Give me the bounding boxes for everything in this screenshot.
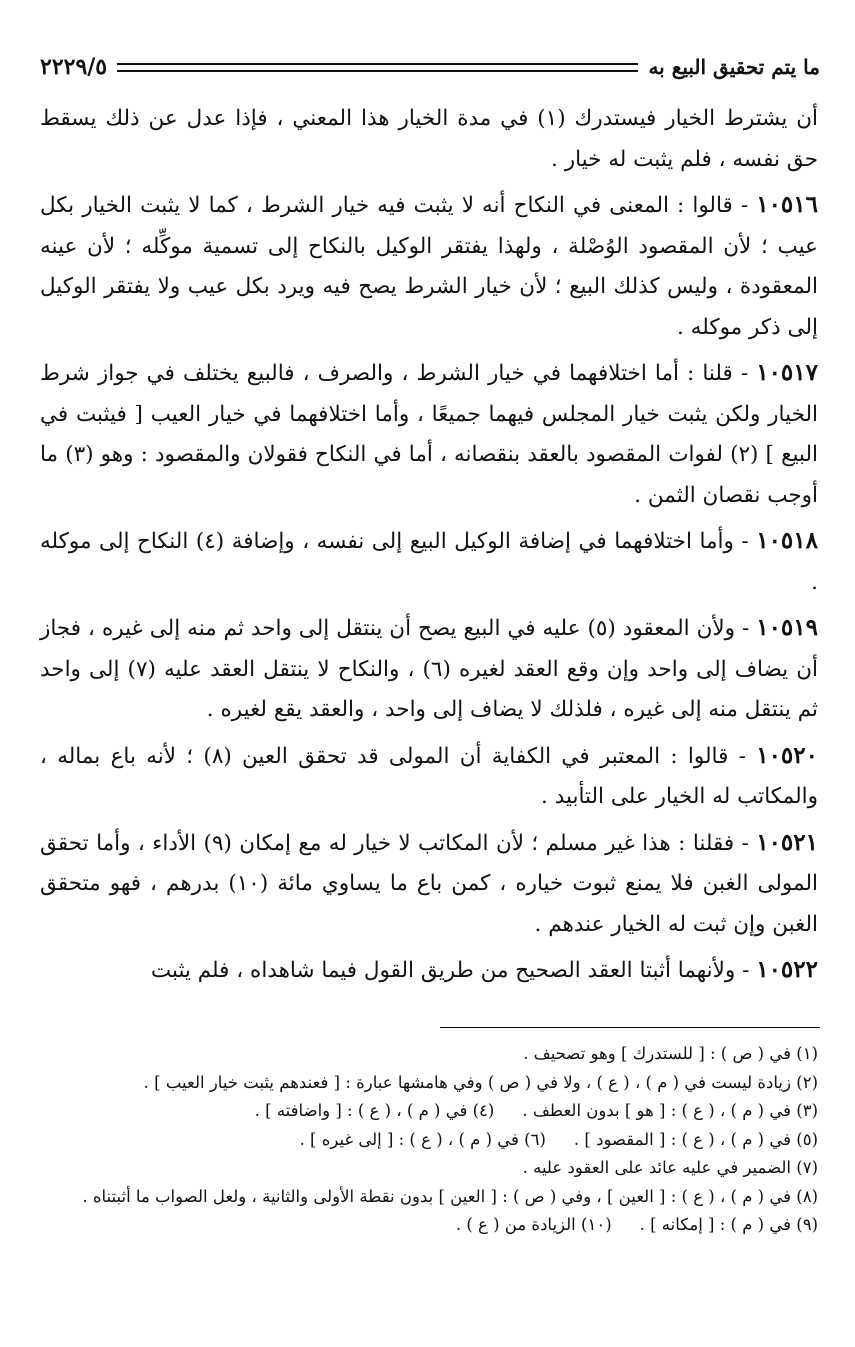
footnote: (٣) في ( م ) ، ( ع ) : [ هو ] بدون العطف .: [522, 1101, 818, 1120]
footnote: (١) في ( ص ) : [ للستدرك ] وهو تصحيف .: [523, 1044, 818, 1063]
paragraph-number: ١٠٥١٩: [756, 614, 818, 641]
paragraph-text: - قالوا : المعنى في النكاح أنه لا يثبت فيه خيار الشرط ، كما لا يثبت الخيار بكل عيب ؛ لأن المقصود الوُصْلة ، ولهذا يفتقر الوكيل بالنكاح إلى تسمية موكِّله ؛ لأن عينه المعقودة ، وليس كذلك البيع ؛ لأن خيار الشرط يصح فيه ويرد بكل عيب ولا يفتقر الوكيل إلى ذكر موكله .: [40, 193, 818, 340]
paragraph-text: - وأما اختلافهما في إضافة الوكيل البيع إلى نفسه ، وإضافة (٤) النكاح إلى موكله .: [40, 529, 818, 595]
footnote: (٢) زيادة ليست في ( م ) ، ( ع ) ، ولا في ( ص ) وفي هامشها عبارة : [ فعندهم يثبت خيار العيب ] .: [143, 1072, 818, 1092]
footnote: (٧) الضمير في عليه عائد على العقود عليه .: [522, 1158, 818, 1177]
footnote: (٤) في ( م ) ، ( ع ) : [ واضافته ] .: [254, 1101, 495, 1120]
paragraph: [40, 521, 818, 603]
footnote-line: [40, 1097, 818, 1126]
paragraph: [40, 950, 818, 992]
paragraph-text: - فقلنا : هذا غير مسلم ؛ لأن المكاتب لا خيار له مع إمكان (٩) الأداء ، وأما تحقق المولى الغبن فلا يمنع ثبوت خياره ، كمن باع ما يساوي مائة (١٠) بدرهم ، فهو متحقق الغبن وإن ثبت له الخيار عندهم .: [40, 830, 818, 937]
footnote-line: [40, 1154, 818, 1183]
paragraph: [40, 353, 818, 516]
page-header: [40, 50, 820, 84]
paragraph-text: - ولأن المعقود (٥) عليه في البيع يصح أن ينتقل إلى واحد ثم منه إلى غيره ، فجاز أن يضاف إلى واحد وإن وقع العقد لغيره (٦) ، والنكاح لا ينتقل العقد عليه (٧) إلى واحد ثم ينتقل منه إلى غيره ، فلذلك لا يضاف إلى واحد ، والعقد يقع لغيره .: [40, 616, 819, 722]
paragraph: [40, 185, 818, 348]
paragraph-number: ١٠٥١٦: [756, 191, 818, 218]
footnote: (٩) في ( م ) : [ إمكانه ] .: [639, 1215, 818, 1234]
paragraph-text: - ولأنهما أثبتا العقد الصحيح من طريق القول فيما شاهداه ، فلم يثبت: [150, 958, 757, 983]
header-double-rule: [117, 63, 638, 72]
paragraph-number: ١٠٥١٧: [756, 359, 818, 386]
main-text: [40, 98, 818, 997]
footnote-line: [40, 1126, 818, 1155]
footnote: (٦) في ( م ) ، ( ع ) : [ إلى غيره ] .: [299, 1129, 546, 1149]
footnote-line: [40, 1040, 818, 1069]
paragraph-number: ١٠٥١٨: [756, 527, 818, 554]
footnote-line: [40, 1211, 818, 1240]
page-number: ٢٢٢٩/٥: [40, 54, 108, 80]
paragraph-number: ١٠٥٢٠: [756, 741, 818, 769]
paragraph: [40, 98, 818, 180]
running-title: ما يتم تحقيق البيع به: [648, 55, 820, 79]
paragraph-text: - قلنا : أما اختلافهما في خيار الشرط ، والصرف ، فالبيع يختلف في جواز شرط الخيار ولكن يثبت خيار المجلس فيهما جميعًا ، وأما اختلافهما في خيار العيب [ فيثبت في البيع ] (٢) لفوات المقصود بالعقد بنقصانه ، أما في النكاح فقولان والمقصود : وهو (٣) ما أوجب نقصان الثمن .: [40, 361, 819, 508]
footnotes: [40, 1040, 818, 1240]
footnote: (٥) في ( م ) ، ( ع ) : [ المقصود ] .: [573, 1129, 818, 1149]
paragraph: [40, 736, 818, 818]
paragraph-text: أن يشترط الخيار فيستدرك (١) في مدة الخيار هذا المعني ، فإذا عدل عن ذلك يسقط حق نفسه ، فلم يثبت له خيار .: [40, 106, 819, 172]
paragraph-text: - قالوا : المعتبر في الكفاية أن المولى قد تحقق العين (٨) ؛ لأنه باع بماله ، والمكاتب له الخيار على التأبيد .: [40, 743, 818, 809]
paragraph: [40, 608, 818, 731]
footnote-line: [40, 1183, 818, 1212]
footnote-separator: [440, 1027, 820, 1028]
paragraph: [40, 823, 818, 946]
footnote: (٨) في ( م ) ، ( ع ) : [ العين ] ، وفي ( ص ) : [ العين ] بدون نقطة الأولى والثانية ، ولعل الصواب ما أثبتناه .: [82, 1186, 818, 1206]
footnote-line: [40, 1069, 818, 1098]
paragraph-number: ١٠٥٢٢: [756, 956, 818, 983]
footnote: (١٠) الزيادة من ( ع ) .: [455, 1215, 612, 1234]
paragraph-number: ١٠٥٢١: [756, 828, 818, 856]
